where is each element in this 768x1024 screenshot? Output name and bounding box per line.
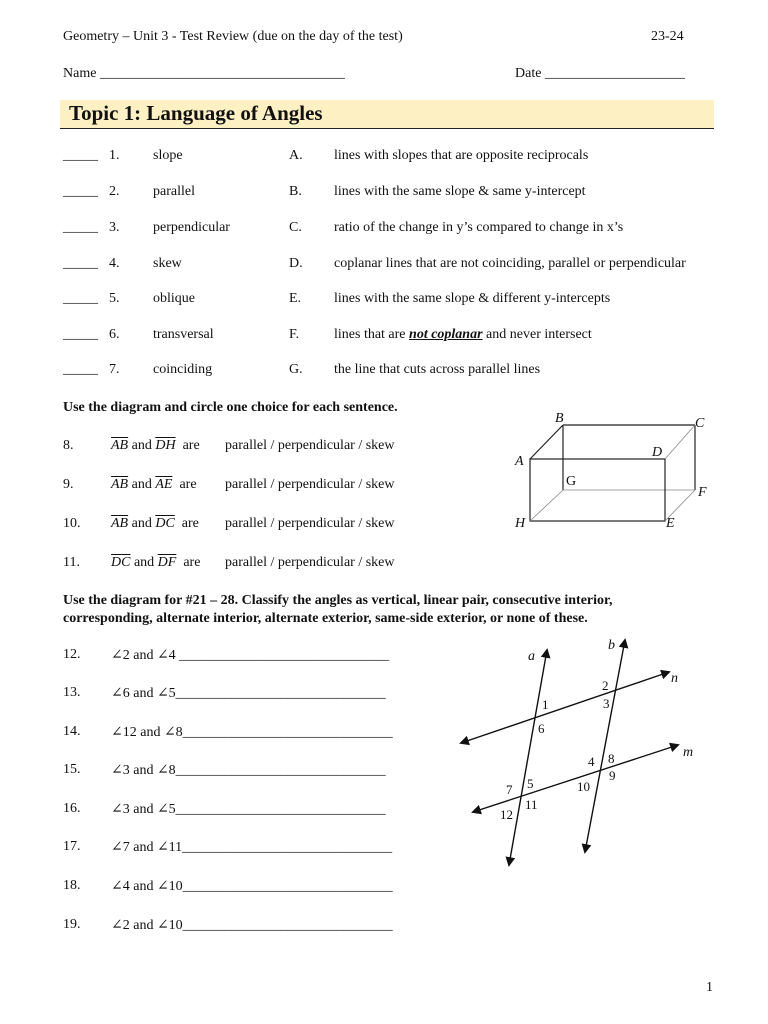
relationship-choices[interactable]: parallel / perpendicular / skew [225,516,395,531]
question-number: 18. [63,878,81,893]
angle-1: 1 [542,697,549,712]
school-year: 23-24 [651,29,684,44]
edge-DC [665,425,695,459]
definition-text: lines with the same slope & same y-intercept [334,184,586,199]
term-label: parallel [153,184,195,199]
angle-2: 2 [602,678,609,693]
term-label: slope [153,148,183,163]
definition-letter: C. [289,220,302,235]
date-field[interactable]: Date ____________________ [515,66,685,81]
angle-9: 9 [609,768,616,783]
question-number: 14. [63,724,81,739]
definition-text: ratio of the change in y’s compared to change in x’s [334,220,624,235]
angle-pair-answer[interactable]: ∠3 and ∠8______________________________ [111,763,386,778]
vertex-H: H [515,516,526,531]
angle-pair-answer[interactable]: ∠6 and ∠5______________________________ [111,686,386,701]
rectangular-prism-diagram [505,405,725,535]
answer-blank[interactable]: _____ [63,220,98,235]
edge-AB [530,425,563,459]
vertex-G: G [566,474,577,489]
question-number: 17. [63,839,81,854]
term-number: 3. [109,220,120,235]
section3-instruction-line2: corresponding, alternate interior, alternate exterior, same-side exterior, or none of these. [63,611,588,626]
segment-1: $\overline{AB}$ [111,516,129,531]
term-label: perpendicular [153,220,230,235]
term-label: coinciding [153,362,213,377]
angle-5: 5 [527,776,534,791]
question-number: 11. [63,555,80,570]
segment-2: $\overline{DH}$ [155,438,176,453]
answer-blank[interactable]: _____ [63,327,98,342]
angle-pair-answer[interactable]: ∠7 and ∠11______________________________ [111,840,393,855]
question-number: 16. [63,801,81,816]
label-line-a: a [528,649,535,664]
vertex-D: D [652,445,663,460]
term-label: transversal [153,327,214,342]
segment-1: $\overline{AB}$ [111,438,129,453]
segment-1: $\overline{AB}$ [111,477,129,492]
segment-pair: $\overline{DC}$ and $\overline{DF}$ are [111,555,201,570]
angle-11: 11 [525,797,538,812]
angle-pair-answer[interactable]: ∠12 and ∠8______________________________ [111,725,393,740]
definition-text: lines with slopes that are opposite reciprocals [334,148,589,163]
vertex-E: E [666,516,675,531]
answer-blank[interactable]: _____ [63,256,98,271]
term-number: 7. [109,362,120,377]
vertex-B: B [555,411,564,426]
transversal-diagram [455,632,715,872]
angle-6: 6 [538,721,545,736]
term-number: 1. [109,148,120,163]
question-number: 12. [63,647,81,662]
term-number: 2. [109,184,120,199]
definition-text: lines with the same slope & different y-intercepts [334,291,611,306]
label-line-m: m [683,745,694,760]
line-a [509,650,547,865]
relationship-choices[interactable]: parallel / perpendicular / skew [225,438,395,453]
worksheet-title: Geometry – Unit 3 - Test Review (due on the day of the test) [63,29,403,44]
angle-pair-answer[interactable]: ∠2 and ∠4 ______________________________ [111,648,390,663]
definition-letter: A. [289,148,303,163]
angle-pair-answer[interactable]: ∠3 and ∠5______________________________ [111,802,386,817]
definition-text: the line that cuts across parallel lines [334,362,541,377]
vertex-F: F [698,485,707,500]
section3-instruction-line1: Use the diagram for #21 – 28. Classify the angles as vertical, linear pair, consecutive interior, [63,593,613,608]
answer-blank[interactable]: _____ [63,362,98,377]
term-number: 5. [109,291,120,306]
label-line-n: n [671,671,678,686]
angle-pair-answer[interactable]: ∠2 and ∠10______________________________ [111,918,393,933]
angle-4: 4 [588,754,595,769]
vertex-A: A [515,454,524,469]
term-label: skew [153,256,182,271]
definition-text: lines that are not coplanar and never intersect [334,327,592,342]
answer-blank[interactable]: _____ [63,184,98,199]
question-number: 15. [63,762,81,777]
definition-letter: B. [289,184,302,199]
angle-10: 10 [577,779,590,794]
term-number: 4. [109,256,120,271]
line-b [585,640,625,852]
page-number: 1 [706,980,713,995]
emphasis-text: not coplanar [409,327,483,342]
segment-pair: $\overline{AB}$ and $\overline{AE}$ are [111,477,197,492]
label-line-b: b [608,638,615,653]
definition-letter: E. [289,291,302,306]
question-number: 13. [63,685,81,700]
question-number: 9. [63,477,74,492]
angle-8: 8 [608,751,615,766]
term-number: 6. [109,327,120,342]
angle-12: 12 [500,807,513,822]
answer-blank[interactable]: _____ [63,148,98,163]
segment-2: $\overline{DC}$ [155,516,175,531]
line-m [473,745,678,812]
topic-title: Topic 1: Language of Angles [69,101,323,125]
definition-letter: G. [289,362,303,377]
segment-2: $\overline{DF}$ [157,555,177,570]
segment-pair: $\overline{AB}$ and $\overline{DC}$ are [111,516,199,531]
segment-2: $\overline{AE}$ [155,477,173,492]
line-n [461,672,669,743]
section2-instruction: Use the diagram and circle one choice for each sentence. [63,400,398,415]
angle-3: 3 [603,696,610,711]
vertex-C: C [695,416,705,431]
answer-blank[interactable]: _____ [63,291,98,306]
question-number: 8. [63,438,74,453]
definition-letter: F. [289,327,300,342]
question-number: 19. [63,917,81,932]
relationship-choices[interactable]: parallel / perpendicular / skew [225,555,395,570]
segment-1: $\overline{DC}$ [111,555,131,570]
edge-HG [530,490,563,521]
angle-7: 7 [506,782,513,797]
segment-pair: $\overline{AB}$ and $\overline{DH}$ are [111,438,200,453]
question-number: 10. [63,516,81,531]
angle-pair-answer[interactable]: ∠4 and ∠10______________________________ [111,879,393,894]
name-field[interactable]: Name ___________________________________ [63,66,345,81]
definition-letter: D. [289,256,303,271]
relationship-choices[interactable]: parallel / perpendicular / skew [225,477,395,492]
term-label: oblique [153,291,195,306]
definition-text: coplanar lines that are not coinciding, parallel or perpendicular [334,256,686,271]
